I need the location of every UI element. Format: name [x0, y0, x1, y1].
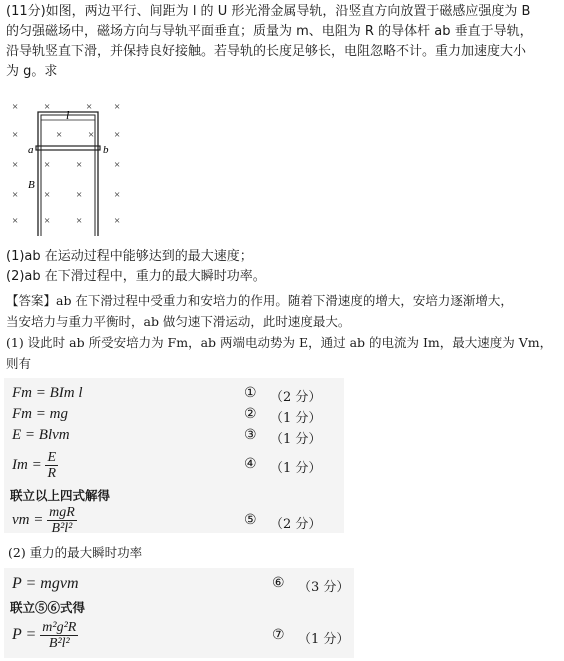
cross-mark: ×: [88, 129, 95, 141]
cross-mark: ×: [114, 189, 121, 201]
cross-mark: ×: [44, 101, 51, 113]
bar-end-a-label: a: [28, 144, 34, 156]
equation-7-lhs: P =: [12, 626, 37, 644]
cross-mark: ×: [86, 101, 93, 113]
equation-7-fraction: [40, 620, 78, 651]
equation-mark-4: ④: [244, 456, 257, 472]
magnetic-rail-figure: [6, 98, 126, 238]
cross-mark: ×: [44, 189, 51, 201]
cross-mark: ×: [76, 189, 83, 201]
equation-4-fraction: [45, 450, 58, 481]
equation-5: [12, 505, 77, 536]
equation-1: Fm = BIm l: [12, 385, 83, 401]
points-6: （3 分）: [298, 580, 350, 595]
equation-5-denominator: B²l²: [51, 521, 73, 536]
cross-mark: ×: [12, 101, 19, 113]
equation-5-lhs: vm =: [12, 511, 44, 528]
combine-five-six: 联立⑤⑥式得: [10, 600, 86, 615]
equation-mark-5: ⑤: [244, 512, 257, 528]
equation-7-denominator: B²l²: [48, 636, 70, 651]
points-7: （1 分）: [298, 632, 350, 647]
equation-7-numerator: m²g²R: [42, 620, 77, 635]
combine-four-equations: 联立以上四式解得: [10, 488, 111, 503]
answer-line-4: 则有: [6, 356, 32, 371]
equation-mark-6: ⑥: [272, 575, 285, 591]
cross-mark: ×: [76, 159, 83, 171]
cross-mark: ×: [114, 101, 121, 113]
equation-5-numerator: mgR: [49, 505, 75, 520]
question-1: (1)ab 在运动过程中能够达到的最大速度；: [6, 249, 253, 264]
problem-line-2: 的匀强磁场中，磁场方向与导轨平面垂直；质量为 m、电阻为 R 的导体杆 ab 垂直于导轨，: [6, 24, 533, 39]
equation-mark-2: ②: [244, 406, 257, 422]
equation-3: E = Blvm: [12, 427, 70, 443]
equation-mark-1: ①: [244, 385, 257, 401]
equation-7: [12, 620, 78, 651]
equation-2: Fm = mg: [12, 406, 68, 422]
problem-line-1: (11分)如图，两边平行、间距为 l 的 U 形光滑金属导轨，沿竖直方向放置于磁感应强度为 B: [6, 4, 531, 19]
cross-mark: ×: [44, 215, 51, 227]
cross-mark: ×: [12, 189, 19, 201]
problem-line-3: 沿导轨竖直下滑，并保持良好接触。若导轨的长度足够长，电阻忽略不计。重力加速度大小: [6, 44, 527, 59]
equation-4-lhs: Im =: [12, 456, 42, 473]
question-2: (2)ab 在下滑过程中，重力的最大瞬时功率。: [6, 269, 266, 284]
equation-4: [12, 450, 58, 481]
cross-mark: ×: [76, 215, 83, 227]
conductor-bar-ab: [36, 146, 100, 150]
answer-line-2: 当安培力与重力平衡时，ab 做匀速下滑运动，此时速度最大。: [6, 314, 351, 329]
cross-mark: ×: [56, 129, 63, 141]
answer-line-3: (1) 设此时 ab 所受安培力为 Fm，ab 两端电动势为 E，通过 ab 的电流为 Im，最大速度为 Vm，: [6, 335, 553, 350]
points-2: （1 分）: [270, 411, 322, 426]
part-2-heading: (2) 重力的最大瞬时功率: [8, 545, 143, 560]
field-label-B: B: [28, 179, 35, 191]
equation-4-numerator: E: [47, 450, 57, 465]
points-1: （2 分）: [270, 390, 322, 405]
cross-mark: ×: [12, 215, 19, 227]
problem-line-4: 为 g。求: [6, 64, 58, 79]
points-4: （1 分）: [270, 461, 322, 476]
bar-end-b-label: b: [103, 144, 109, 156]
answer-line-1: 【答案】ab 在下滑过程中受重力和安培力的作用。随着下滑速度的增大，安培力逐渐增大，: [6, 293, 513, 308]
equation-mark-3: ③: [244, 427, 257, 443]
equation-mark-7: ⑦: [272, 627, 285, 643]
cross-mark: ×: [114, 159, 121, 171]
cross-mark: ×: [114, 129, 121, 141]
equation-4-denominator: R: [47, 466, 57, 481]
points-3: （1 分）: [270, 432, 322, 447]
equation-6: P = mgvm: [12, 575, 79, 592]
spacing-label: l: [66, 108, 70, 122]
cross-mark: ×: [44, 159, 51, 171]
equation-5-fraction: [47, 505, 77, 536]
cross-mark: ×: [12, 129, 19, 141]
cross-mark: ×: [114, 215, 121, 227]
cross-mark: ×: [12, 159, 19, 171]
points-5: （2 分）: [270, 517, 322, 532]
